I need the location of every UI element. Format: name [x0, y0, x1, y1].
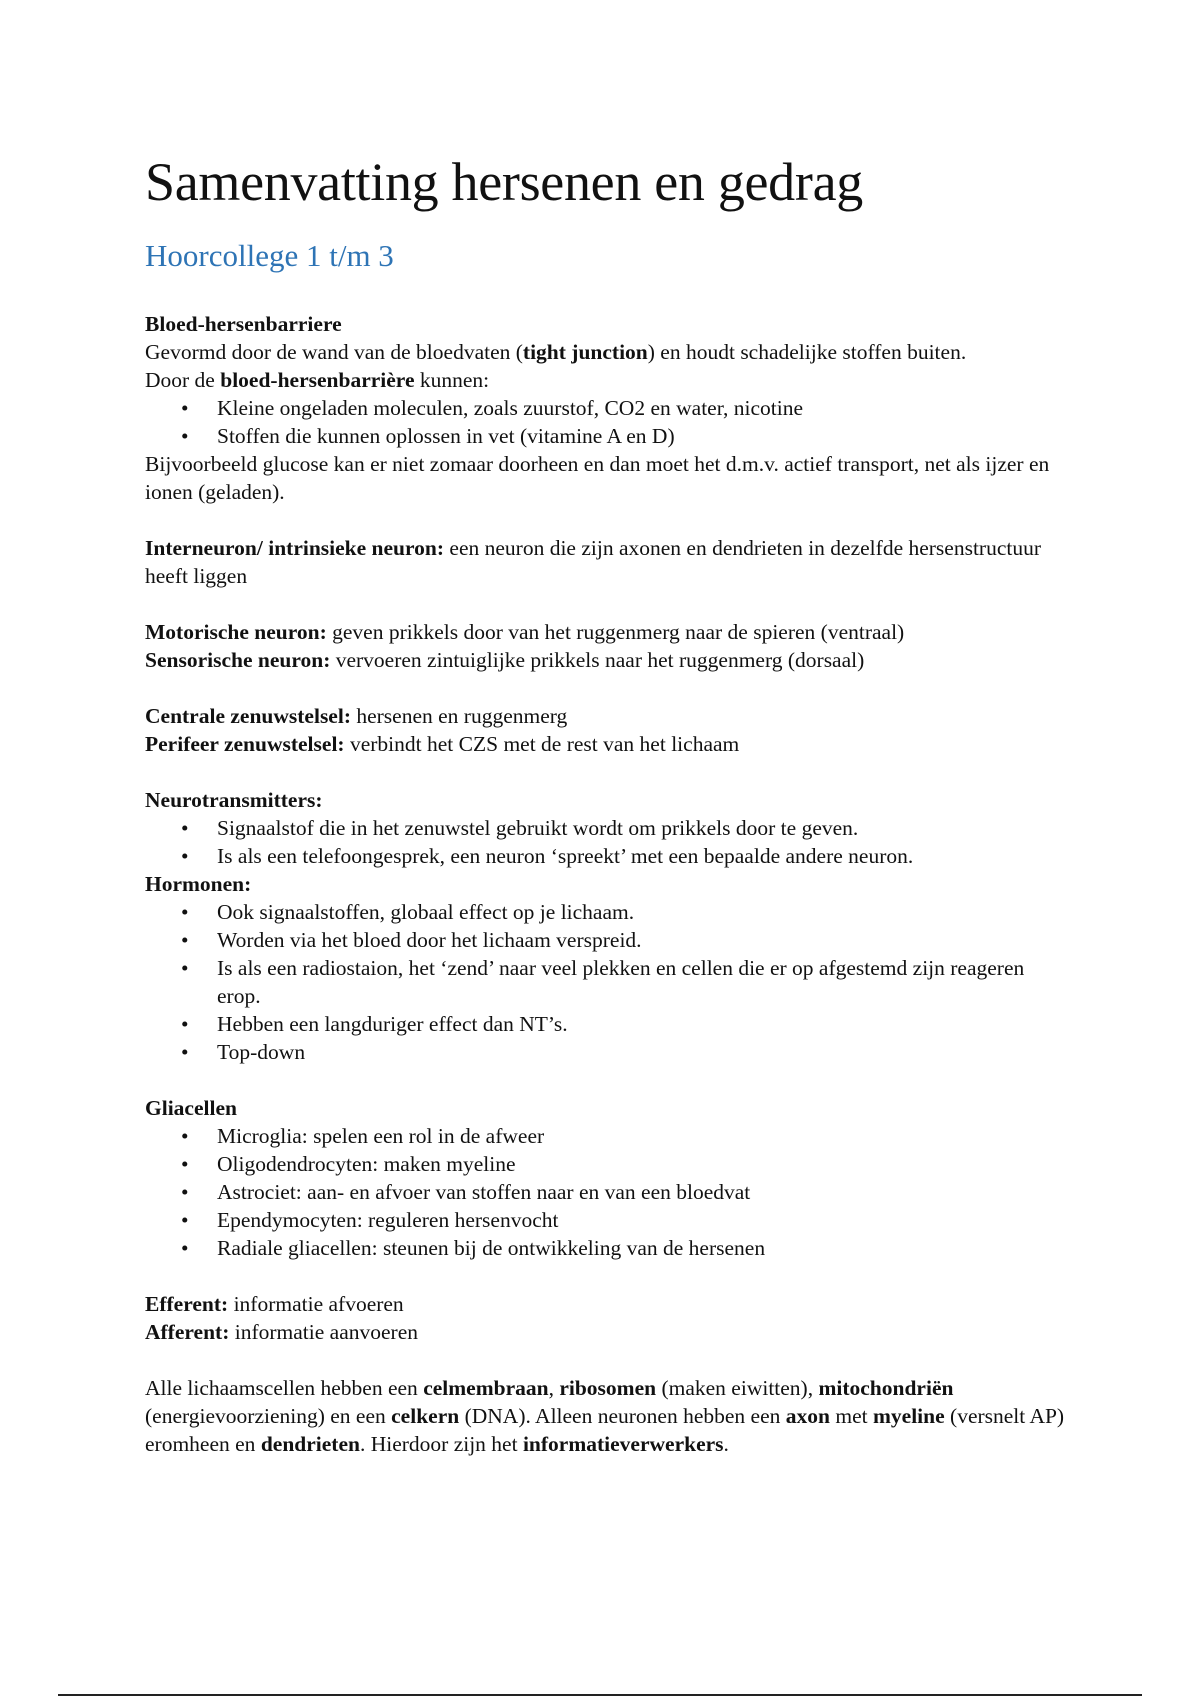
definition-sensory-neuron: Sensorische neuron: vervoeren zintuiglijke prikkels naar het ruggenmerg (dorsaal): [145, 648, 865, 672]
list-item: • Kleine ongeladen moleculen, zoals zuurstof, CO2 en water, nicotine: [217, 394, 1065, 422]
definition-efferent: Efferent: informatie afvoeren: [145, 1292, 404, 1316]
list-item: • Hebben een langduriger effect dan NT’s.: [217, 1010, 1065, 1038]
list-item: • Signaalstof die in het zenuwstel gebruikt wordt om prikkels door te geven.: [217, 814, 1065, 842]
list-neurotransmitters: [145, 814, 1065, 870]
list-item: • Radiale gliacellen: steunen bij de ontwikkeling van de hersenen: [217, 1234, 1065, 1262]
list-item: • Stoffen die kunnen oplossen in vet (vitamine A en D): [217, 422, 1065, 450]
list-item: • Top-down: [217, 1038, 1065, 1066]
list-item: • Ook signaalstoffen, globaal effect op je lichaam.: [217, 898, 1065, 926]
definition-pzs: Perifeer zenuwstelsel: verbindt het CZS met de rest van het lichaam: [145, 732, 740, 756]
paragraph-bbb-formed: Gevormd door de wand van de bloedvaten (tight junction) en houdt schadelijke stoffen buiten.: [145, 340, 967, 364]
section-heading-neurotransmitters: Neurotransmitters:: [145, 788, 323, 812]
paragraph-bbb-through: Door de bloed-hersenbarrière kunnen:: [145, 368, 490, 392]
paragraph-bbb-glucose: Bijvoorbeeld glucose kan er niet zomaar doorheen en dan moet het d.m.v. actief transport, net als ijzer en ionen (geladen).: [145, 452, 1050, 504]
list-item: • Microglia: spelen een rol in de afweer: [217, 1122, 1065, 1150]
list-item: • Is als een telefoongesprek, een neuron ‘spreekt’ met een bepaalde andere neuron.: [217, 842, 1065, 870]
document-page: [145, 150, 1065, 1458]
definition-afferent: Afferent: informatie aanvoeren: [145, 1320, 419, 1344]
definition-czs: Centrale zenuwstelsel: hersenen en ruggenmerg: [145, 704, 568, 728]
definition-interneuron: Interneuron/ intrinsieke neuron: een neuron die zijn axonen en dendrieten in dezelfde hersenstructuur heeft liggen: [145, 536, 1042, 588]
list-item: • Ependymocyten: reguleren hersenvocht: [217, 1206, 1065, 1234]
list-item: • Is als een radiostaion, het ‘zend’ naar veel plekken en cellen die er op afgestemd zijn reageren erop.: [217, 954, 1065, 1010]
document-subtitle: Hoorcollege 1 t/m 3: [145, 238, 394, 273]
definition-motor-neuron: Motorische neuron: geven prikkels door van het ruggenmerg naar de spieren (ventraal): [145, 620, 905, 644]
section-heading-bbb: Bloed-hersenbarriere: [145, 312, 342, 336]
document-body: [145, 310, 1065, 1458]
section-heading-hormones: Hormonen:: [145, 872, 252, 896]
section-heading-glia: Gliacellen: [145, 1096, 237, 1120]
document-title: Samenvatting hersenen en gedrag: [145, 152, 863, 212]
list-item: • Astrociet: aan- en afvoer van stoffen naar en van een bloedvat: [217, 1178, 1065, 1206]
paragraph-cells: Alle lichaamscellen hebben een celmembraan, ribosomen (maken eiwitten), mitochondriën (energievoorziening) en een celkern (DNA). Alleen neuronen hebben een axon met myeline (versnelt AP) eromheen en dendrieten. Hierdoor zijn het informatieverwerkers.: [145, 1376, 1065, 1456]
list-bbb: [145, 394, 1065, 450]
footer-divider: [58, 1694, 1142, 1696]
list-hormones: [145, 898, 1065, 1066]
list-glia: [145, 1122, 1065, 1262]
list-item: • Oligodendrocyten: maken myeline: [217, 1150, 1065, 1178]
list-item: • Worden via het bloed door het lichaam verspreid.: [217, 926, 1065, 954]
